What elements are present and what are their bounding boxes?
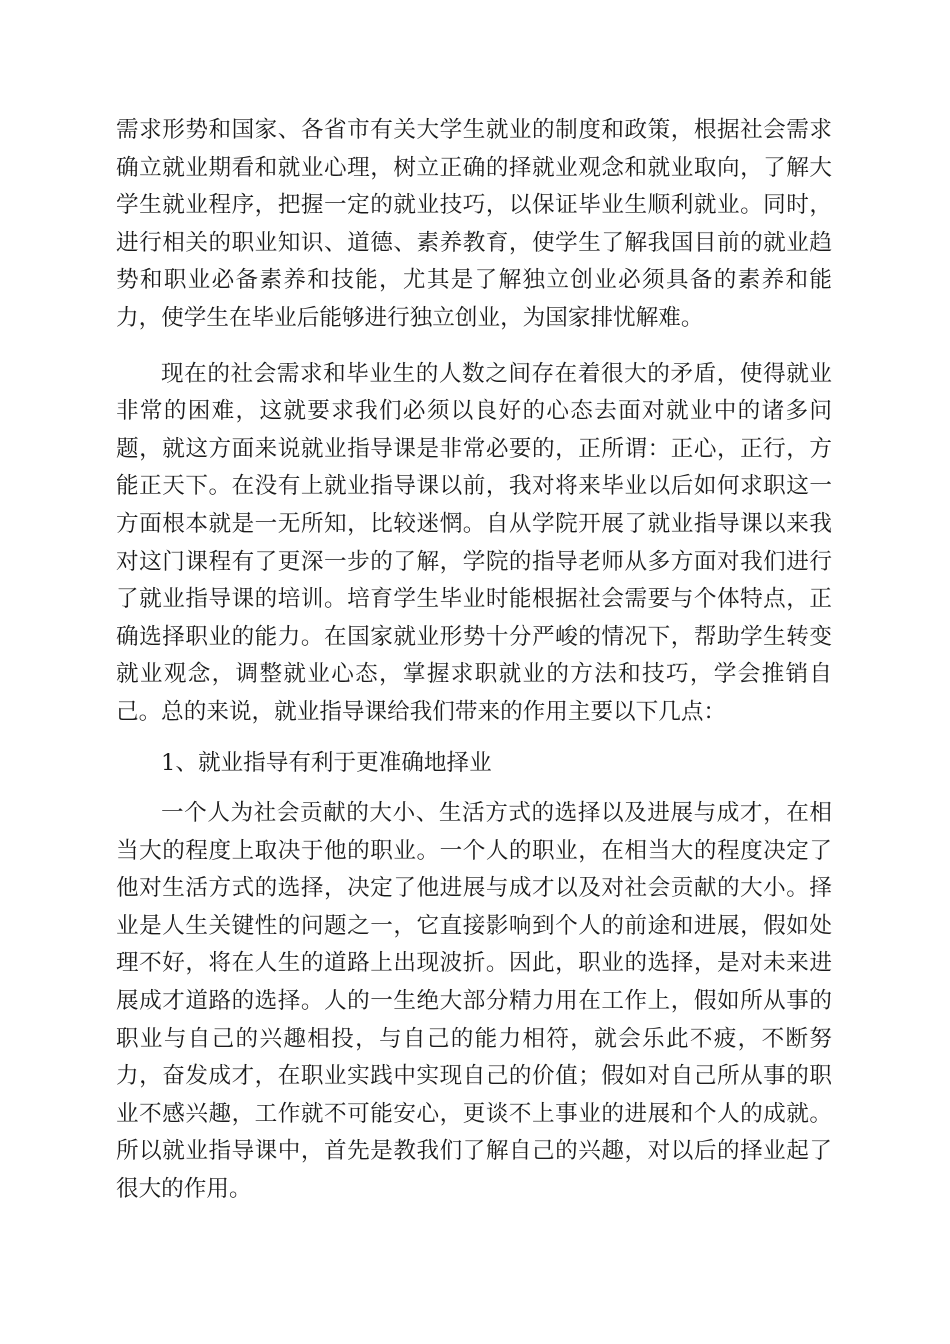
paragraph-employment-situation: 现在的社会需求和毕业生的人数之间存在着很大的矛盾，使得就业非常的困难，这就要求我们必须以良好的心态去面对就业中的诸多问题，就这方面来说就业指导课是非常必要的，正所谓：正心，正行，方能正天下。在没有上就业指导课以前，我对将来毕业以后如何求职这一方面根本就是一无所知，比较迷惘。自从学院开展了就业指导课以来我对这门课程有了更深一步的了解，学院的指导老师从多方面对我们进行了就业指导课的培训。培育学生毕业时能根据社会需要与个体特点，正确选择职业的能力。在国家就业形势十分严峻的情况下，帮助学生转变就业观念，调整就业心态，掌握求职就业的方法和技巧，学会推销自己。总的来说，就业指导课给我们带来的作用主要以下几点： xyxy=(116,360,832,725)
document-body xyxy=(116,112,832,1209)
section-heading-1: 1、就业指导有利于更准确地择业 xyxy=(161,749,492,776)
paragraph-continuation: 需求形势和国家、各省市有关大学生就业的制度和政策，根据社会需求确立就业期看和就业心理，树立正确的择就业观念和就业取向，了解大学生就业程序，把握一定的就业技巧，以保证毕业生顺利就业。同时，进行相关的职业知识、道德、素养教育，使学生了解我国目前的就业趋势和职业必备素养和技能，尤其是了解独立创业必须具备的素养和能力，使学生在毕业后能够进行独立创业，为国家排忧解难。 xyxy=(116,117,832,331)
paragraph-career-choice: 一个人为社会贡献的大小、生活方式的选择以及进展与成才，在相当大的程度上取决于他的职业。一个人的职业，在相当大的程度决定了他对生活方式的选择，决定了他进展与成才以及对社会贡献的大小。择业是人生关键性的问题之一，它直接影响到个人的前途和进展，假如处理不好，将在人生的道路上出现波折。因此，职业的选择，是对未来进展成才道路的选择。人的一生绝大部分精力用在工作上，假如所从事的职业与自己的兴趣相投，与自己的能力相符，就会乐此不疲，不断努力，奋发成才，在职业实践中实现自己的价值；假如对自己所从事的职业不感兴趣，工作就不可能安心，更谈不上事业的进展和个人的成就。所以就业指导课中，首先是教我们了解自己的兴趣，对以后的择业起了很大的作用。 xyxy=(116,800,832,1203)
